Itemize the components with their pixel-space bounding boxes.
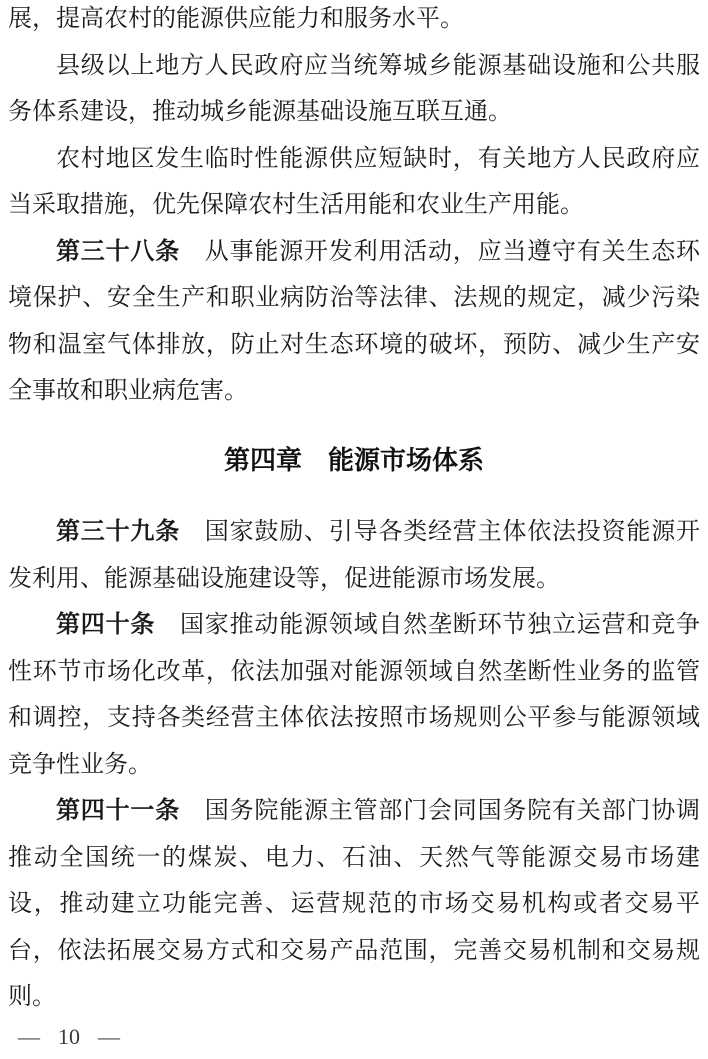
- article-40-number: 第四十条: [56, 611, 156, 638]
- article-41-number: 第四十一条: [56, 797, 180, 824]
- article-39-text: 国家鼓励、引导各类经营主体依法投资能源开发利用、能源基础设施建设等，促进能源市场发展。: [8, 519, 700, 592]
- footer-right-dash: —: [98, 1024, 120, 1049]
- article-39-paragraph: [8, 509, 700, 602]
- article-40-paragraph: [8, 602, 700, 788]
- article-40-text: 国家推动能源领域自然垄断环节独立运营和竞争性环节市场化改革，依法加强对能源领域自然垄断性业务的监管和调控，支持各类经营主体依法按照市场规则公平参与能源领域竞争性业务。: [8, 612, 701, 778]
- page-number: 10: [58, 1024, 80, 1049]
- page-footer: [18, 1024, 120, 1050]
- article-38-paragraph: [8, 229, 700, 415]
- footer-left-dash: —: [18, 1024, 40, 1049]
- article-41-text: 国务院能源主管部门会同国务院有关部门协调推动全国统一的煤炭、电力、石油、天然气等能源交易市场建设，推动建立功能完善、运营规范的市场交易机构或者交易平台，依法拓展交易方式和交易产品范围，完善交易机制和交易规则。: [8, 798, 700, 1010]
- paragraph-continuation: 展，提高农村的能源供应能力和服务水平。: [8, 6, 464, 32]
- article-39-number: 第三十九条: [56, 518, 180, 545]
- article-41-paragraph: [8, 788, 700, 1021]
- paragraph-rural-energy-shortage: 农村地区发生临时性能源供应短缺时，有关地方人民政府应当采取措施，优先保障农村生活用能和农业生产用能。: [8, 145, 700, 218]
- chapter-4-heading: 第四章 能源市场体系: [223, 444, 484, 475]
- article-38-text: 从事能源开发利用活动，应当遵守有关生态环境保护、安全生产和职业病防治等法律、法规的规定，减少污染物和温室气体排放，防止对生态环境的破坏，预防、减少生产安全事故和职业病危害。: [8, 238, 700, 404]
- article-38-number: 第三十八条: [56, 237, 180, 265]
- paragraph-urban-rural-infrastructure: 县级以上地方人民政府应当统筹城乡能源基础设施和公共服务体系建设，推动城乡能源基础设施互联互通。: [8, 52, 700, 125]
